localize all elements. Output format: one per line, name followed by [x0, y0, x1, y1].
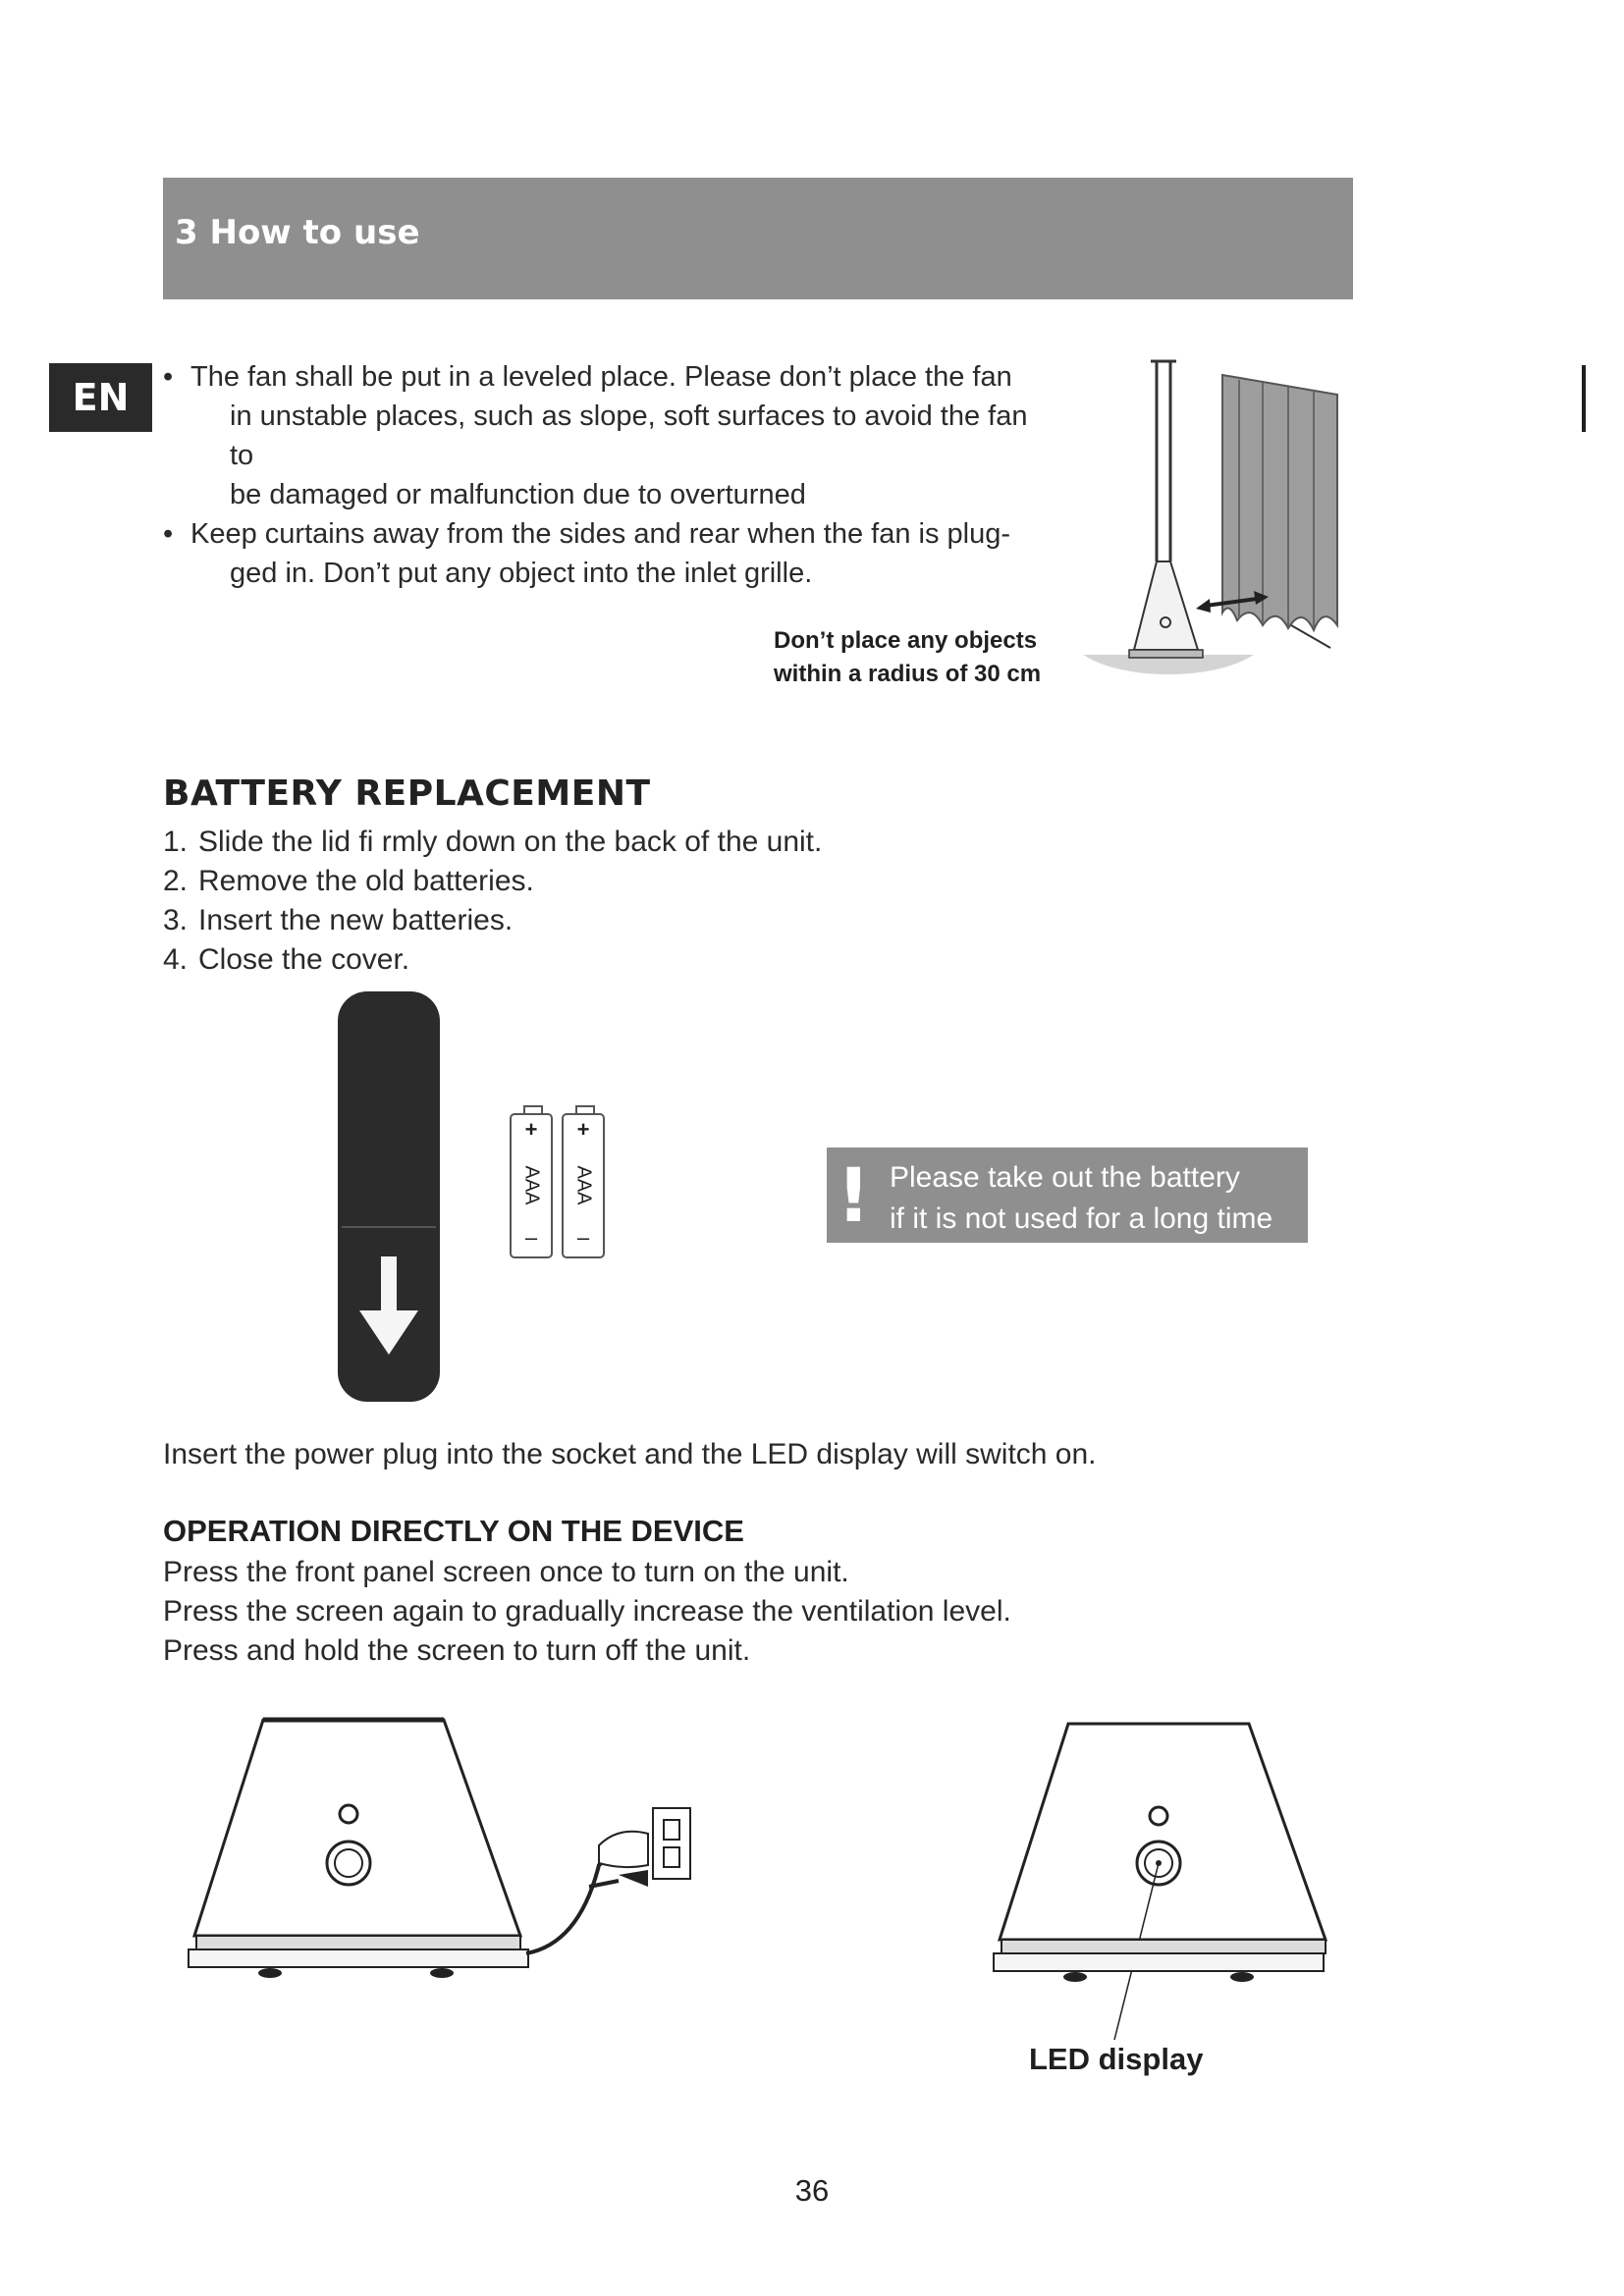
operation-steps: [163, 1553, 1011, 1671]
note-line: if it is not used for a long time: [890, 1202, 1273, 1235]
radius-caption: [774, 624, 1041, 691]
battery-label: AAA: [520, 1165, 543, 1205]
bullet-line: be damaged or malfunction due to overturned: [230, 479, 806, 510]
list-item: [163, 940, 822, 980]
fan-base-led-illustration: [992, 1722, 1326, 2046]
battery-steps: [163, 823, 822, 980]
radius-caption-line: Don’t place any objects: [774, 627, 1038, 654]
step-number: 1.: [163, 826, 189, 858]
remote-control-illustration: [338, 991, 441, 1404]
step-number: 4.: [163, 943, 189, 976]
fan-base-plug-illustration: [187, 1718, 717, 2002]
battery-label: AAA: [572, 1165, 595, 1205]
list-item: [163, 901, 822, 940]
section-title: 3 How to use: [175, 213, 420, 252]
step-text: Insert the new batteries.: [198, 904, 514, 936]
operation-line: Press the front panel screen once to turn on the unit.: [163, 1556, 849, 1588]
led-display-label: LED display: [1029, 2042, 1204, 2076]
battery-note-text: [890, 1157, 1272, 1240]
bullet-line: • The fan shall be put in a leveled place. Please don’t place the fan: [163, 357, 1047, 397]
operation-line: Press and hold the screen to turn off the unit.: [163, 1634, 751, 1667]
power-plug-text: Insert the power plug into the socket and the LED display will switch on.: [163, 1438, 1097, 1470]
page-number: 36: [794, 2173, 830, 2208]
battery-section-title: BATTERY REPLACEMENT: [163, 774, 651, 814]
battery-minus: –: [524, 1225, 538, 1250]
bullet-line: in unstable places, such as slope, soft surfaces to avoid the fan to: [230, 400, 1028, 471]
battery-plus: +: [576, 1117, 590, 1142]
bullet-line: • Keep curtains away from the sides and rear when the fan is plug-: [163, 514, 1047, 554]
step-text: Remove the old batteries.: [198, 865, 534, 897]
warning-icon: !: [837, 1151, 871, 1239]
list-item: [163, 862, 822, 901]
note-line: Please take out the battery: [890, 1161, 1240, 1194]
battery-note-box: [827, 1148, 1308, 1243]
operation-title: OPERATION DIRECTLY ON THE DEVICE: [163, 1514, 744, 1548]
step-text: Close the cover.: [198, 943, 410, 976]
bullet-line: ged in. Don’t put any object into the inlet grille.: [230, 558, 813, 589]
aaa-battery: [562, 1105, 605, 1256]
battery-plus: +: [524, 1117, 538, 1142]
list-item: [163, 823, 822, 862]
bullet-leveled-place: [163, 357, 1047, 514]
fan-curtain-illustration: [1060, 355, 1355, 694]
radius-caption-line: within a radius of 30 cm: [774, 661, 1042, 687]
operation-line: Press the screen again to gradually increase the ventilation level.: [163, 1595, 1011, 1628]
section-header-bar: [163, 178, 1353, 299]
battery-minus: –: [576, 1225, 590, 1250]
aaa-battery: [510, 1105, 553, 1256]
margin-rule: [1582, 365, 1586, 432]
bullet-curtains: [163, 514, 1047, 593]
step-text: Slide the lid ﬁ rmly down on the back of the unit.: [198, 826, 823, 858]
step-number: 3.: [163, 904, 189, 936]
step-number: 2.: [163, 865, 189, 897]
language-tab: EN: [49, 363, 152, 432]
